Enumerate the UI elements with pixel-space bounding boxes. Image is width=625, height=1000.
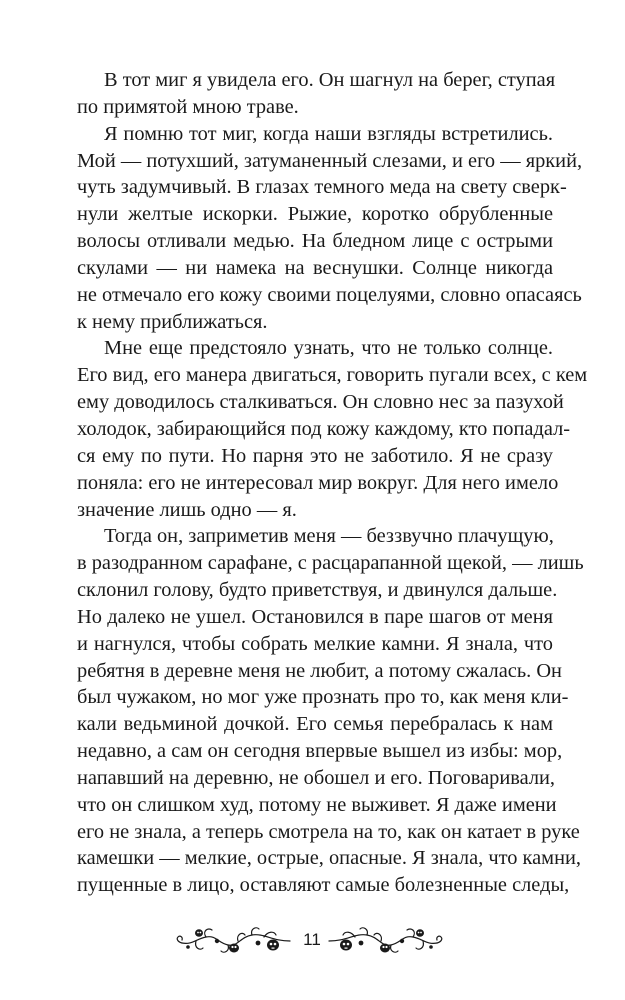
- text-line: чуть задумчивый. В глазах темного меда на свету сверк-: [77, 176, 567, 199]
- text-line: ему доводилось сталкиваться. Он словно нес за пазухой: [77, 391, 564, 414]
- text-line: что он слишком худ, потому не выживет. Я даже имени: [77, 793, 557, 816]
- text-line: кали ведьминой дочкой. Его семья перебралась к нам: [77, 713, 553, 736]
- text-line: ребятня в деревне меня не любит, а потому сжалась. Он: [77, 659, 562, 682]
- text-line: его не знала, а теперь смотрела на то, как он катает в руке: [77, 820, 580, 843]
- text-line: склонил голову, будто приветствуя, и двинулся дальше.: [77, 579, 558, 602]
- text-line: ся ему по пути. Но парня это не заботило. Я не сразу: [77, 444, 553, 467]
- text-line: холодок, забирающийся под кожу каждому, кто попадал-: [77, 417, 571, 440]
- text-line: Мой — потухший, затуманенный слезами, и его — яркий,: [77, 149, 583, 172]
- text-line: В тот миг я увидела его. Он шагнул на берег, ступая: [104, 69, 556, 91]
- text-line: по примятой мною траве.: [77, 95, 299, 118]
- body-text: [77, 67, 588, 899]
- text-line: к нему приближаться.: [77, 310, 268, 333]
- page-footer: [0, 921, 625, 961]
- text-line: значение лишь одно — я.: [77, 498, 297, 521]
- text-line: пущенные в лицо, оставляют самые болезненные следы,: [77, 874, 570, 897]
- paragraph: [77, 523, 584, 899]
- paragraph: [77, 335, 588, 523]
- text-line: напавший на деревню, не обошел и его. Поговаривали,: [77, 766, 556, 789]
- paragraph: [77, 67, 556, 121]
- text-line: и нагнулся, чтобы собрать мелкие камни. Я знала, что: [77, 632, 553, 655]
- text-line: Мне еще предстояло узнать, что не только солнце.: [104, 337, 553, 360]
- text-line: был чужаком, но мог уже прознать про то, как меня кли-: [77, 686, 569, 709]
- paragraph: [77, 121, 583, 336]
- text-line: поняла: его не интересовал мир вокруг. Для него имело: [77, 471, 559, 494]
- text-line: не отмечало его кожу своими поцелуями, словно опасаясь: [77, 283, 582, 306]
- text-line: в разодранном сарафане, с расцарапанной щекой, — лишь: [77, 552, 584, 575]
- text-line: Но далеко не ушел. Остановился в паре шагов от меня: [77, 605, 553, 628]
- text-line: Тогда он, заприметив меня — беззвучно плачущую,: [104, 525, 554, 548]
- text-line: Я помню тот миг, когда наши взгляды встретились.: [104, 122, 553, 145]
- text-line: Его вид, его манера двигаться, говорить пугали всех, с кем: [77, 364, 588, 387]
- text-line: недавно, а сам он сегодня впервые вышел из избы: мор,: [77, 740, 563, 763]
- floral-skull-ornament-icon: [327, 921, 447, 961]
- text-line: волосы отливали медью. На бледном лице с острыми: [77, 230, 553, 253]
- text-line: камешки — мелкие, острые, опасные. Я знала, что камни,: [77, 847, 582, 870]
- floral-skull-ornament-icon: [172, 921, 292, 961]
- text-line: скулами — ни намека на веснушки. Солнце никогда: [77, 256, 553, 279]
- text-line: нули желтые искорки. Рыжие, коротко обрубленные: [77, 203, 553, 226]
- page-number: 11: [303, 930, 321, 949]
